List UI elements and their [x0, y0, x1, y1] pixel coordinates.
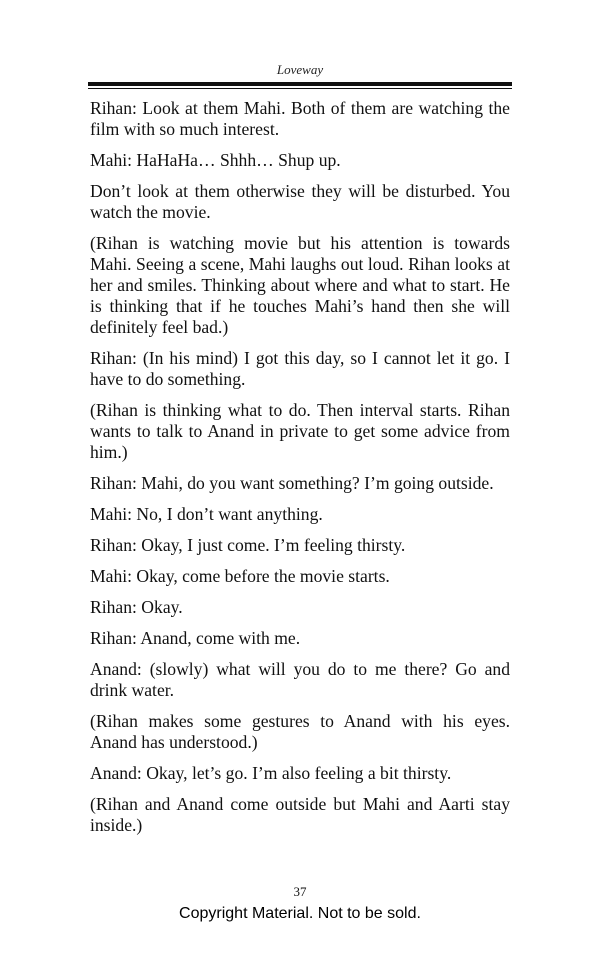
- paragraph: Rihan: Anand, come with me.: [90, 628, 301, 648]
- running-header: Loveway: [276, 62, 324, 77]
- paragraph: Rihan: Okay, I just come. I’m feeling thirsty.: [90, 535, 406, 555]
- paragraph: (Rihan makes some gestures to Anand with his eyes. Anand has understood.): [90, 711, 510, 752]
- paragraph: Anand: Okay, let’s go. I’m also feeling a bit thirsty.: [90, 763, 452, 783]
- paragraph: Mahi: Okay, come before the movie starts.: [90, 566, 390, 586]
- header-rule-thick: [88, 82, 512, 86]
- paragraph: (Rihan and Anand come outside but Mahi and Aarti stay inside.): [90, 794, 510, 835]
- paragraph: (Rihan is thinking what to do. Then interval starts. Rihan wants to talk to Anand in private to get some advice from him.): [90, 400, 510, 462]
- paragraph: (Rihan is watching movie but his attention is towards Mahi. Seeing a scene, Mahi laughs out loud. Rihan looks at her and smiles. Thinking about where and what to start. He is thinking that if he touches Mahi’s hand then she will definitely feel bad.): [90, 233, 510, 337]
- paragraph: Anand: (slowly) what will you do to me there? Go and drink water.: [90, 659, 510, 700]
- paragraph: Don’t look at them otherwise they will be disturbed. You watch the movie.: [90, 181, 510, 222]
- paragraph: Mahi: No, I don’t want anything.: [90, 504, 323, 524]
- paragraph: Rihan: Look at them Mahi. Both of them are watching the film with so much interest.: [90, 98, 510, 139]
- paragraph: Mahi: HaHaHa… Shhh… Shup up.: [90, 150, 341, 170]
- page-number: 37: [293, 884, 307, 899]
- paragraph: Rihan: Okay.: [90, 597, 183, 617]
- paragraph: Rihan: (In his mind) I got this day, so I cannot let it go. I have to do something.: [90, 348, 510, 389]
- header-rule-thin: [88, 88, 512, 89]
- copyright-notice: Copyright Material. Not to be sold.: [179, 905, 421, 922]
- paragraph: Rihan: Mahi, do you want something? I’m going outside.: [90, 473, 494, 493]
- page-body: [90, 98, 510, 846]
